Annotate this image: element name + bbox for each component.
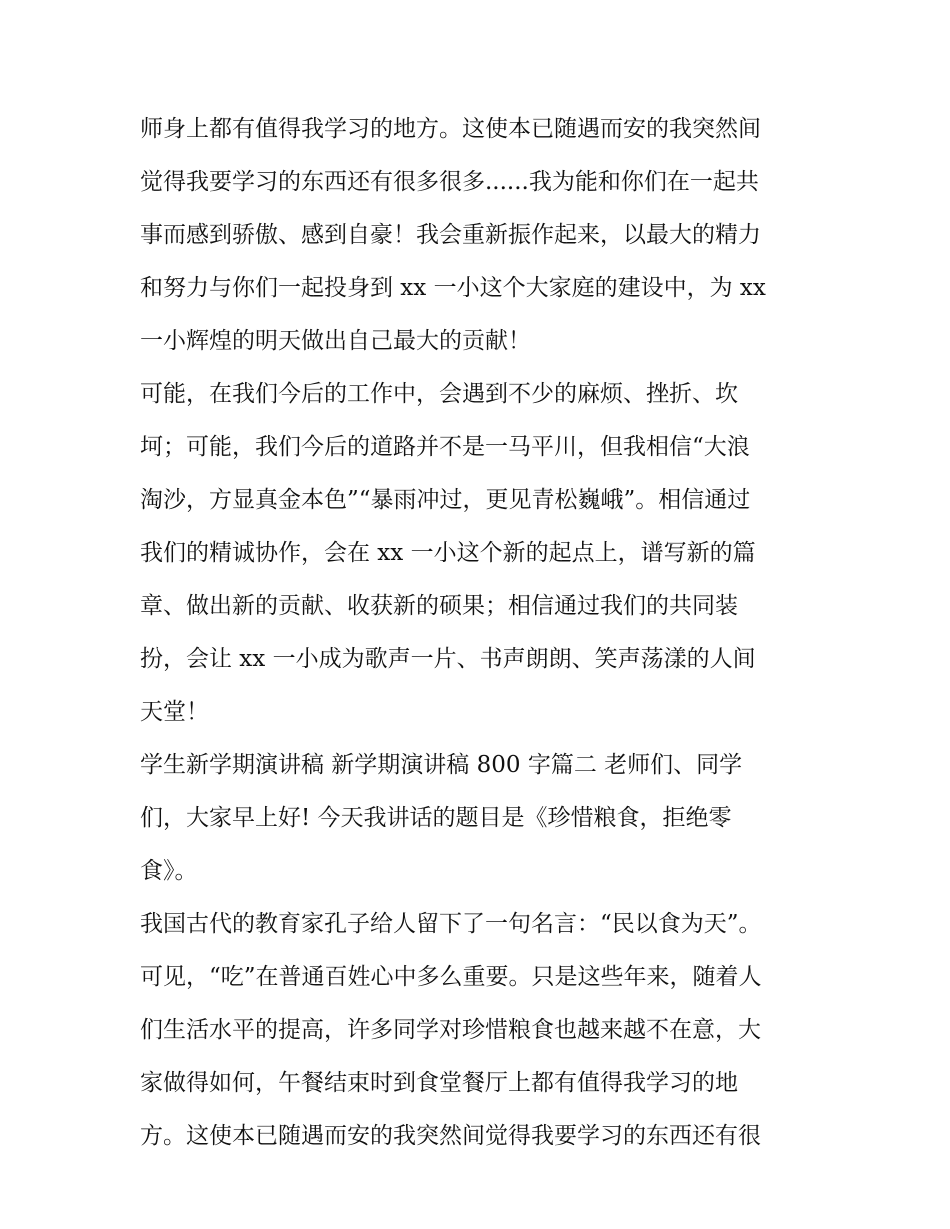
- text-line: 我们的精诚协作，会在 xx 一小这个新的起点上，谱写新的篇: [140, 540, 756, 566]
- text-line: 一小辉煌的明天做出自己最大的贡献！: [140, 328, 531, 354]
- text-line: 们生活水平的提高，许多同学对珍惜粮食也越来越不在意，大: [140, 1017, 761, 1043]
- text-line: 扮，会让 xx 一小成为歌声一片、书声朗朗、笑声荡漾的人间: [140, 646, 756, 672]
- text-line: 和努力与你们一起投身到 xx 一小这个大家庭的建设中，为 xx: [140, 275, 766, 301]
- text-line: 学生新学期演讲稿 新学期演讲稿 800 字篇二 老师们、同学: [140, 752, 743, 778]
- text-line: 们，大家早上好! 今天我讲话的题目是《珍惜粮食，拒绝零: [140, 805, 732, 831]
- text-line: 可见，“吃”在普通百姓心中多么重要。只是这些年来，随着人: [140, 964, 762, 990]
- text-line: 章、做出新的贡献、收获新的硕果；相信通过我们的共同装: [140, 593, 738, 619]
- text-line: 坷；可能，我们今后的道路并不是一马平川，但我相信“大浪: [140, 434, 750, 460]
- text-line: 食》。: [140, 858, 198, 884]
- text-line: 天堂！: [140, 699, 209, 725]
- text-line: 事而感到骄傲、感到自豪！我会重新振作起来，以最大的精力: [140, 222, 761, 248]
- text-line: 家做得如何，午餐结束时到食堂餐厅上都有值得我学习的地: [140, 1070, 738, 1096]
- text-line: 我国古代的教育家孔子给人留下了一句名言：“民以食为天”。: [140, 911, 762, 937]
- text-line: 觉得我要学习的东西还有很多很多......我为能和你们在一起共: [140, 169, 759, 195]
- text-line: 方。这使本已随遇而安的我突然间觉得我要学习的东西还有很: [140, 1123, 761, 1149]
- text-line: 师身上都有值得我学习的地方。这使本已随遇而安的我突然间: [140, 116, 761, 142]
- text-line: 淘沙，方显真金本色”“暴雨冲过，更见青松巍峨”。相信通过: [140, 487, 751, 513]
- body-text: [140, 103, 820, 1163]
- text-line: 可能，在我们今后的工作中，会遇到不少的麻烦、挫折、坎: [140, 381, 738, 407]
